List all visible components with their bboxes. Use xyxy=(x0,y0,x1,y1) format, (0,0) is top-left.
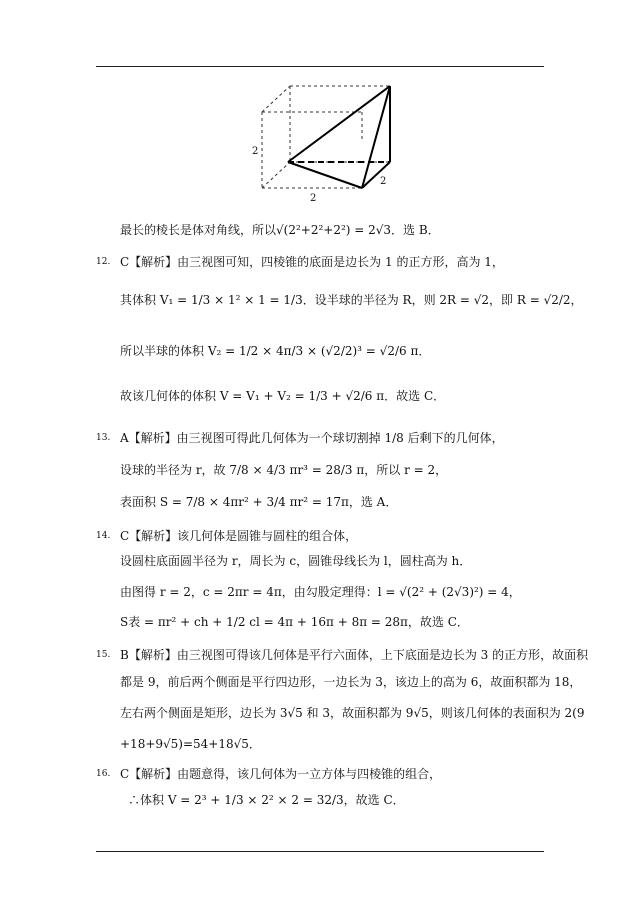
figure-label-bottom: 2 xyxy=(310,193,317,204)
solution-line: B【解析】由三视图可得该几何体是平行六面体，上下底面是边长为 3 的正方形，故面积 xyxy=(120,648,589,662)
solution-line: 设球的半径为 r，故 7/8 × 4/3 πr³ = 28/3 π，所以 r = 2， xyxy=(120,463,448,477)
solution-line: 由图得 r = 2，c = 2πr = 4π，由勾股定理得：l = √(2² + (2√3)²) = 4， xyxy=(120,585,521,599)
solution-line: C【解析】由三视图可知，四棱锥的底面是边长为 1 的正方形，高为 1， xyxy=(120,255,504,269)
solution-line: 左右两个侧面是矩形，边长为 3√5 和 3，故面积都为 9√5，则该几何体的表面积为 2(9 xyxy=(120,706,585,720)
figure-label-left: 2 xyxy=(252,146,259,157)
item-number: 16. xyxy=(96,769,111,779)
solution-line: 所以半球的体积 V₂ = 1/2 × 4π/3 × (√2/2)³ = √2/6 π． xyxy=(120,344,431,358)
solution-line: 都是 9，前后两个侧面是平行四边形，一边长为 3，该边上的高为 6，故面积都为 18， xyxy=(120,675,582,689)
solution-line: 表面积 S = 7/8 × 4πr² + 3/4 πr² = 17π，选 A． xyxy=(120,495,398,509)
item-number: 15. xyxy=(96,650,111,660)
item-number: 12. xyxy=(96,257,111,267)
solution-line: C【解析】该几何体是圆锥与圆柱的组合体， xyxy=(120,529,358,543)
intro-line: 最长的棱长是体对角线，所以√(2²+2²+2²) = 2√3．选 B． xyxy=(120,223,440,237)
item-number: 13. xyxy=(96,433,111,443)
item-number: 14. xyxy=(96,531,111,541)
solution-line: ∴体积 V = 2³ + 1/3 × 2² × 2 = 32/3，故选 C． xyxy=(128,793,405,807)
cube-figure xyxy=(250,80,400,203)
solution-line: S表 = πr² + ch + 1/2 cl = 4π + 16π + 8π = 28π，故选 C． xyxy=(120,615,469,629)
solution-line: 故该几何体的体积 V = V₁ + V₂ = 1/3 + √2/6 π．故选 C． xyxy=(120,389,446,403)
top-rule xyxy=(96,66,544,67)
cube-diagram xyxy=(250,80,400,200)
solution-line: +18+9√5)=54+18√5． xyxy=(120,737,261,751)
bottom-rule xyxy=(96,851,544,852)
solution-line: 其体积 V₁ = 1/3 × 1² × 1 = 1/3．设半球的半径为 R，则 2R = √2，即 R = √2/2， xyxy=(120,293,583,307)
figure-label-right: 2 xyxy=(380,176,387,187)
solution-line: 设圆柱底面圆半径为 r，周长为 c，圆锥母线长为 l，圆柱高为 h． xyxy=(120,554,472,568)
solution-line: A【解析】由三视图可得此几何体为一个球切割掉 1/8 后剩下的几何体， xyxy=(120,431,504,445)
solution-line: C【解析】由题意得，该几何体为一立方体与四棱锥的组合， xyxy=(120,767,442,781)
